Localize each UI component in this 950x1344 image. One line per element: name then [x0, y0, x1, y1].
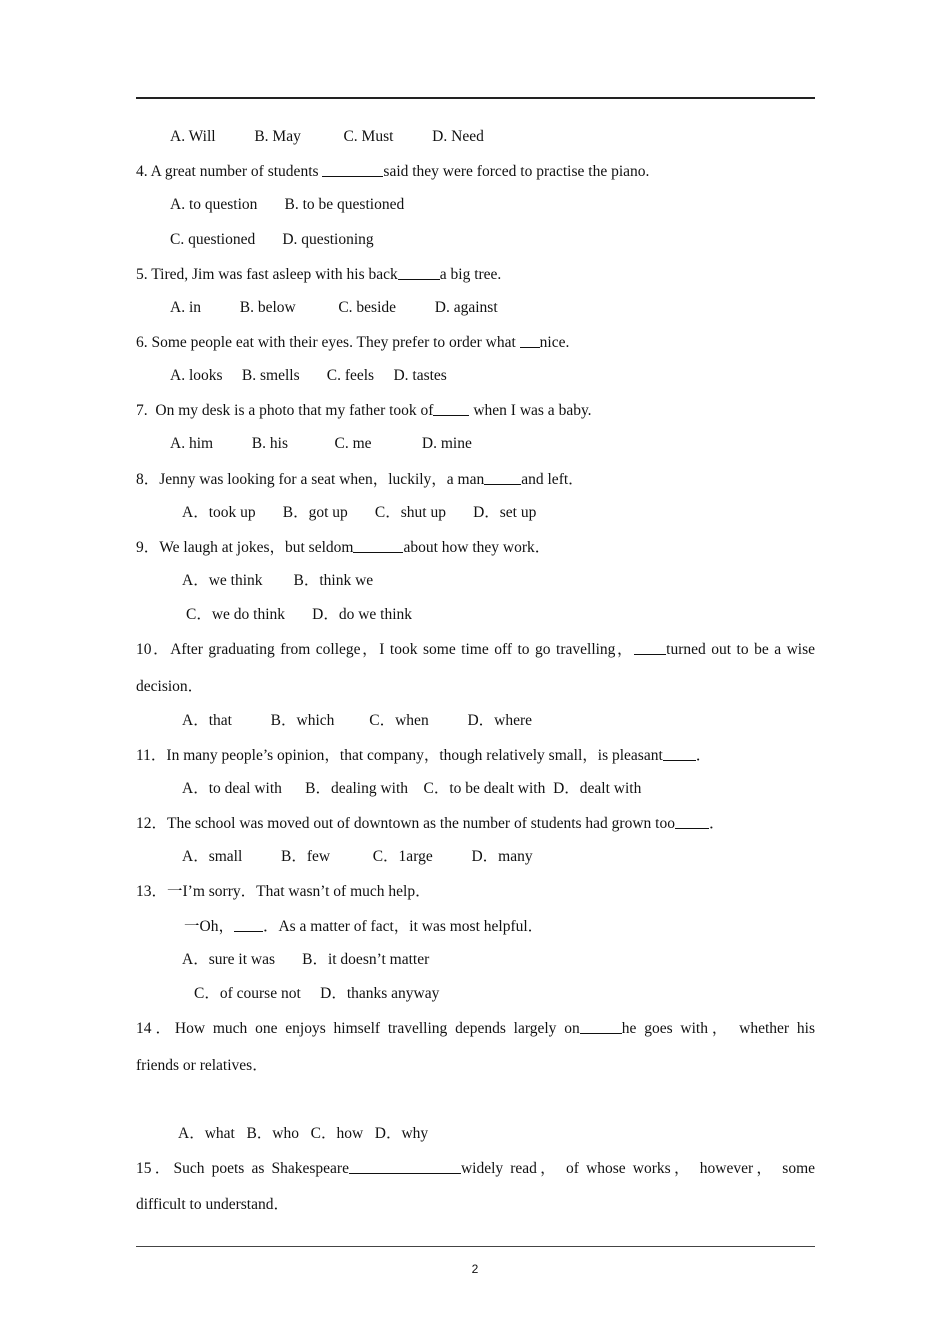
q14-stem: 14．How much one enjoys himself travelling depends largely on [136, 1020, 580, 1037]
q3-options: A. Will B. May C. Must D. Need [170, 128, 484, 145]
q9-options-row2: C．we do think D．do we think [186, 606, 413, 623]
header-rule [136, 97, 815, 99]
answer-blank [580, 1018, 622, 1034]
q5-options: A. in B. below C. beside D. against [170, 299, 498, 316]
question-10 [136, 639, 815, 660]
answer-blank [433, 400, 469, 416]
answer-blank [398, 264, 440, 280]
q12-options: A．small B．few C．1arge D．many [182, 848, 533, 865]
q13-line2-start: 一Oh， [184, 918, 234, 935]
question-8 [136, 469, 584, 490]
q9-options-row1: A．we think B．think we [182, 572, 374, 589]
footer-rule [136, 1246, 815, 1247]
answer-blank [663, 745, 696, 761]
q13-line2-end: ．As a matter of fact，it was most helpful． [262, 918, 544, 935]
q4-options-row1: A. to question B. to be questioned [170, 196, 405, 213]
question-4 [136, 161, 649, 182]
q11-options: A．to deal with B．dealing with C．to be dealt with D．dealt with [182, 780, 642, 797]
answer-blank [322, 161, 383, 177]
q4-stem-end: said they were forced to practise the piano. [383, 163, 650, 180]
question-6 [136, 332, 569, 353]
question-7 [136, 400, 592, 421]
q11-stem-end: ． [695, 747, 712, 764]
q6-stem: 6. Some people eat with their eyes. They prefer to order what [136, 334, 520, 351]
q9-stem: 9．We laugh at jokes，but seldom [136, 539, 354, 556]
q10-stem: 10．After graduating from college，I took some time off to go travelling， [136, 641, 635, 658]
answer-blank [520, 332, 540, 348]
q8-options: A．took up B．got up C．shut up D．set up [182, 504, 537, 521]
answer-blank [484, 469, 521, 485]
q10-options: A．that B．which C．when D．where [182, 712, 532, 729]
question-11 [136, 745, 711, 766]
q13-dialogue-line2 [184, 916, 543, 937]
answer-blank [234, 916, 263, 932]
q13-options-row2: C．of course not D．thanks anyway [194, 985, 440, 1002]
q4-stem: 4. A great number of students [136, 163, 323, 180]
q8-stem-end: and left． [521, 471, 584, 488]
answer-blank [634, 639, 666, 655]
q7-stem: 7. On my desk is a photo that my father took of [136, 402, 434, 419]
q14-options: A．what B．who C．how D．why [178, 1125, 429, 1142]
question-15 [136, 1158, 815, 1179]
answer-blank [675, 813, 709, 829]
q13-options-row1: A．sure it was B．it doesn’t matter [182, 951, 430, 968]
q10-stem-line2: decision． [136, 678, 204, 695]
q7-options: A. him B. his C. me D. mine [170, 435, 472, 452]
q12-stem: 12．The school was moved out of downtown as the number of students had grown too [136, 815, 675, 832]
question-13: 13．一I’m sorry．That wasn’t of much help． [136, 883, 431, 900]
q8-stem: 8．Jenny was looking for a seat when，luckily，a man [136, 471, 485, 488]
q5-stem: 5. Tired, Jim was fast asleep with his back [136, 266, 398, 283]
q10-stem-end: turned out to be a wise [666, 641, 815, 658]
answer-blank [349, 1158, 461, 1174]
answer-blank [353, 537, 403, 553]
q14-stem-end: he goes with， whether his [621, 1020, 815, 1037]
q9-stem-end: about how they work． [403, 539, 551, 556]
question-9 [136, 537, 550, 558]
q12-stem-end: ． [708, 815, 725, 832]
q15-stem: 15．Such poets as Shakespeare [136, 1160, 349, 1177]
q15-stem-end: widely read， of whose works， however， some [460, 1160, 816, 1177]
q6-options: A. looks B. smells C. feels D. tastes [170, 367, 447, 384]
q6-stem-end: nice. [539, 334, 570, 351]
q7-stem-end: when I was a baby. [469, 402, 592, 419]
question-12 [136, 813, 725, 834]
q4-options-row2: C. questioned D. questioning [170, 231, 374, 248]
question-14 [136, 1018, 815, 1039]
q15-stem-line2: difficult to understand． [136, 1196, 289, 1213]
q11-stem: 11．In many people’s opinion，that company，though relatively small，is pleasant [136, 747, 663, 764]
question-5 [136, 264, 501, 285]
q5-stem-end: a big tree. [439, 266, 502, 283]
page-number: 2 [471, 1262, 479, 1276]
q14-stem-line2: friends or relatives． [136, 1057, 268, 1074]
